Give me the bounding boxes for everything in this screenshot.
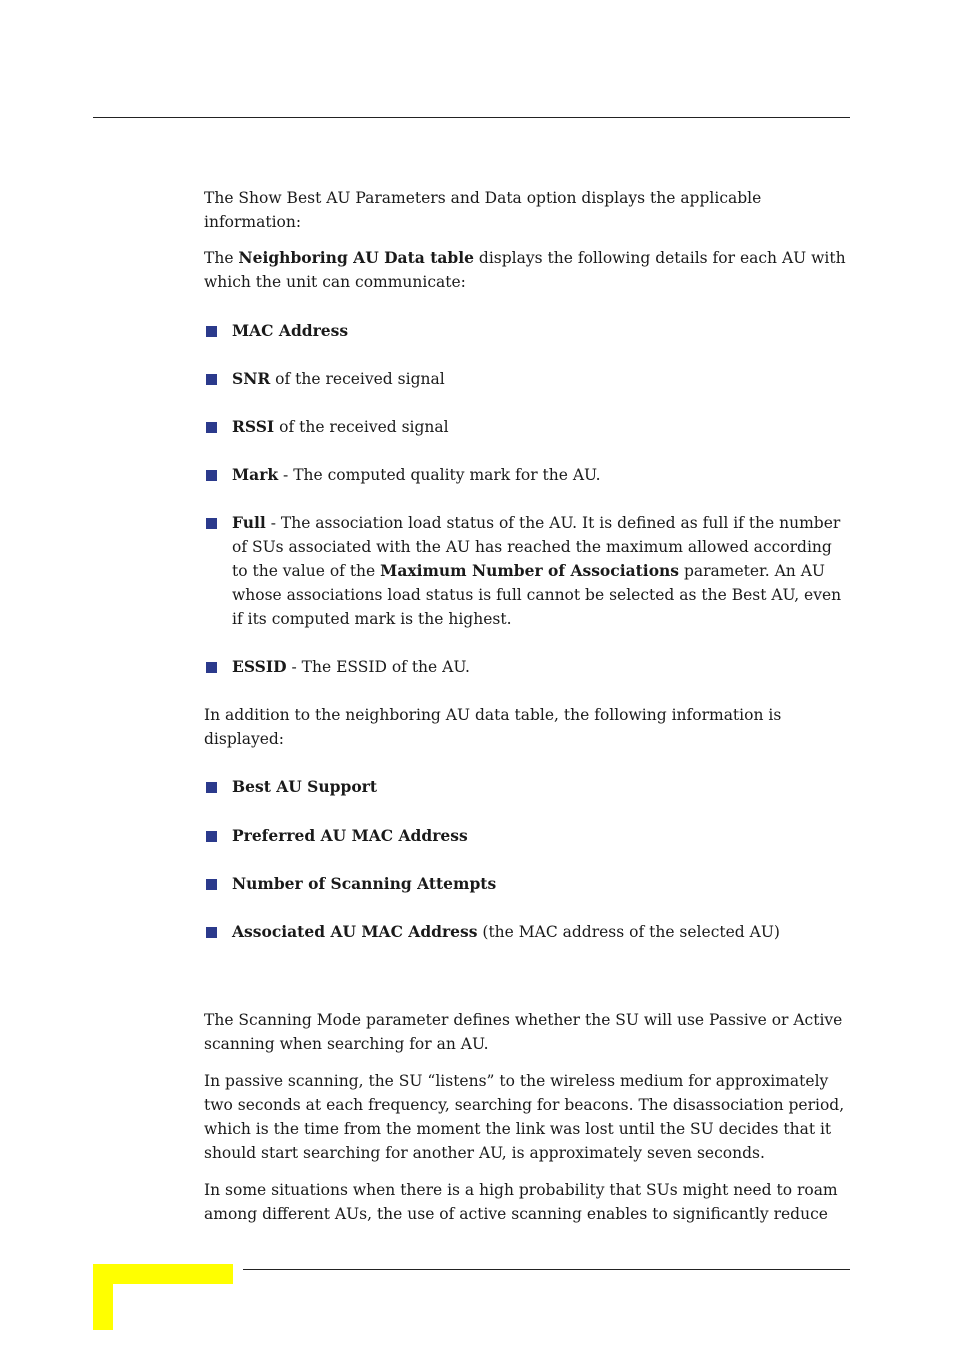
neighboring-table-paragraph: The Neighboring AU Data table displays the following details for each AU with which the unit can communicate: <box>204 248 846 291</box>
scanning-mode-paragraph: The Scanning Mode parameter defines whether the SU will use Passive or Active scanning when searching for an AU. <box>204 1011 843 1053</box>
list-item-associated-au: Associated AU MAC Address (the MAC address of the selected AU) <box>206 920 852 944</box>
passive-scanning-paragraph: In passive scanning, the SU “listens” to the wireless medium for approximately two seconds at each frequency, searching for beacons. The disassociation period, which is the time from the moment the link was lost until the SU decides that it should start searching for another AU, is approximately seven seconds. <box>204 1072 845 1162</box>
square-bullet-icon <box>206 782 217 793</box>
square-bullet-icon <box>206 470 217 481</box>
square-bullet-icon <box>206 374 217 385</box>
additional-info-paragraph: In addition to the neighboring AU data table, the following information is displayed: <box>204 706 782 748</box>
square-bullet-icon <box>206 422 217 433</box>
list-item-preferred-au: Preferred AU MAC Address <box>206 824 852 848</box>
square-bullet-icon <box>206 662 217 673</box>
footer-accent-bar <box>93 1264 233 1284</box>
list-item-snr: SNR of the received signal <box>206 367 852 391</box>
list-item-full: Full - The association load status of the AU. It is defined as full if the number of SUs associated with the AU has reached the maximum allowed according to the value of the Maximum Number of Associations parameter. An AU whose associations load status is full cannot be selected as the Best AU, even if its computed mark is the highest. <box>206 511 852 631</box>
square-bullet-icon <box>206 326 217 337</box>
list-item-mac-address: MAC Address <box>206 319 852 343</box>
header-rule <box>93 117 850 118</box>
list-item-scanning-attempts: Number of Scanning Attempts <box>206 872 852 896</box>
footer-accent-bar-vertical <box>93 1264 113 1330</box>
list-item-mark: Mark - The computed quality mark for the AU. <box>206 463 852 487</box>
list-item-rssi: RSSI of the received signal <box>206 415 852 439</box>
square-bullet-icon <box>206 927 217 938</box>
square-bullet-icon <box>206 879 217 890</box>
list-item-best-au-support: Best AU Support <box>206 775 852 799</box>
square-bullet-icon <box>206 831 217 842</box>
active-scanning-paragraph: In some situations when there is a high probability that SUs might need to roam among different AUs, the use of active scanning enables to significantly reduce <box>204 1181 838 1223</box>
list-item-essid: ESSID - The ESSID of the AU. <box>206 655 852 679</box>
square-bullet-icon <box>206 518 217 529</box>
footer-rule <box>243 1269 850 1270</box>
intro-paragraph: The Show Best AU Parameters and Data option displays the applicable information: <box>204 189 762 231</box>
